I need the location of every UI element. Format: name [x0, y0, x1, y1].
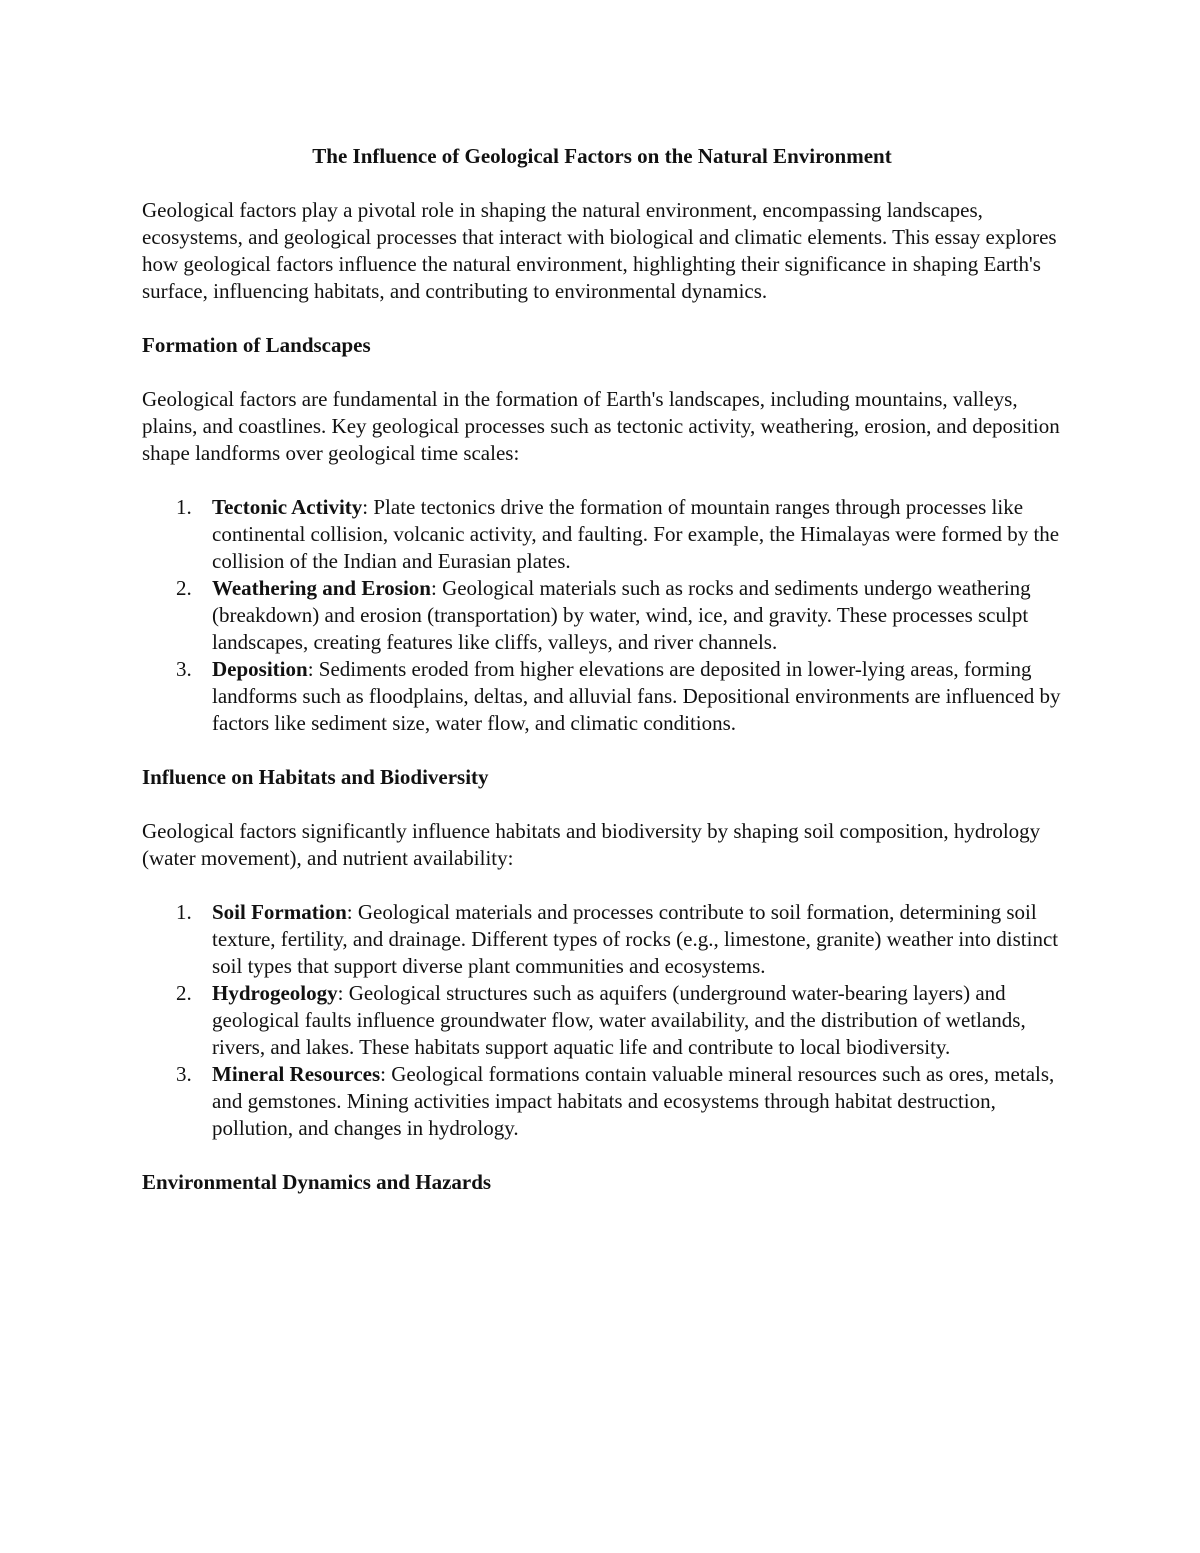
list-number: 2.	[176, 981, 192, 1005]
document-body	[142, 143, 1062, 1223]
list-term: Tectonic Activity	[212, 495, 363, 519]
list-text: : Geological materials such as rocks and sediments undergo weathering (breakdown) and erosion (transportation) by water, wind, ice, and gravity. These processes sculpt landscapes, creating features like cliffs, valleys, and river channels.	[212, 576, 1031, 654]
list-number: 1.	[176, 900, 192, 924]
document-title: The Influence of Geological Factors on the Natural Environment	[312, 144, 892, 168]
section-paragraph-habitats: Geological factors significantly influence habitats and biodiversity by shaping soil composition, hydrology (water movement), and nutrient availability:	[142, 819, 1041, 870]
list-item	[142, 656, 1062, 737]
list-number: 2.	[176, 576, 192, 600]
section-paragraph-landscapes: Geological factors are fundamental in the formation of Earth's landscapes, including mountains, valleys, plains, and coastlines. Key geological processes such as tectonic activity, weathering, erosion, and deposition shape landforms over geological time scales:	[142, 387, 1060, 465]
list-term: Deposition	[212, 657, 308, 681]
section-heading-dynamics: Environmental Dynamics and Hazards	[142, 1170, 492, 1194]
list-text: : Geological materials and processes contribute to soil formation, determining soil texture, fertility, and drainage. Different types of rocks (e.g., limestone, granite) weather into distinct soil types that support diverse plant communities and ecosystems.	[212, 900, 1059, 978]
list-number: 3.	[176, 1062, 192, 1086]
habitats-list	[142, 899, 1062, 1142]
list-text: : Geological structures such as aquifers (underground water-bearing layers) and geological faults influence groundwater flow, water availability, and the distribution of wetlands, rivers, and lakes. These habitats support aquatic life and contribute to local biodiversity.	[212, 981, 1026, 1059]
landscapes-list	[142, 494, 1062, 737]
list-text: : Sediments eroded from higher elevations are deposited in lower-lying areas, forming landforms such as floodplains, deltas, and alluvial fans. Depositional environments are influenced by factors like sediment size, water flow, and climatic conditions.	[212, 657, 1061, 735]
section-heading-landscapes: Formation of Landscapes	[142, 333, 371, 357]
list-item	[142, 1061, 1062, 1142]
intro-paragraph: Geological factors play a pivotal role in shaping the natural environment, encompassing landscapes, ecosystems, and geological processes that interact with biological and climatic elements. This essay explores how geological factors influence the natural environment, highlighting their significance in shaping Earth's surface, influencing habitats, and contributing to environmental dynamics.	[142, 198, 1057, 303]
list-term: Soil Formation	[212, 900, 347, 924]
list-number: 1.	[176, 495, 192, 519]
list-item	[142, 899, 1062, 980]
list-item	[142, 575, 1062, 656]
list-term: Weathering and Erosion	[212, 576, 431, 600]
list-item	[142, 494, 1062, 575]
list-text: : Geological formations contain valuable mineral resources such as ores, metals, and gemstones. Mining activities impact habitats and ecosystems through habitat destruction, pollution, and changes in hydrology.	[212, 1062, 1055, 1140]
list-number: 3.	[176, 657, 192, 681]
section-heading-habitats: Influence on Habitats and Biodiversity	[142, 765, 489, 789]
list-text: : Plate tectonics drive the formation of mountain ranges through processes like continental collision, volcanic activity, and faulting. For example, the Himalayas were formed by the collision of the Indian and Eurasian plates.	[212, 495, 1060, 573]
list-item	[142, 980, 1062, 1061]
list-term: Hydrogeology	[212, 981, 338, 1005]
list-term: Mineral Resources	[212, 1062, 381, 1086]
